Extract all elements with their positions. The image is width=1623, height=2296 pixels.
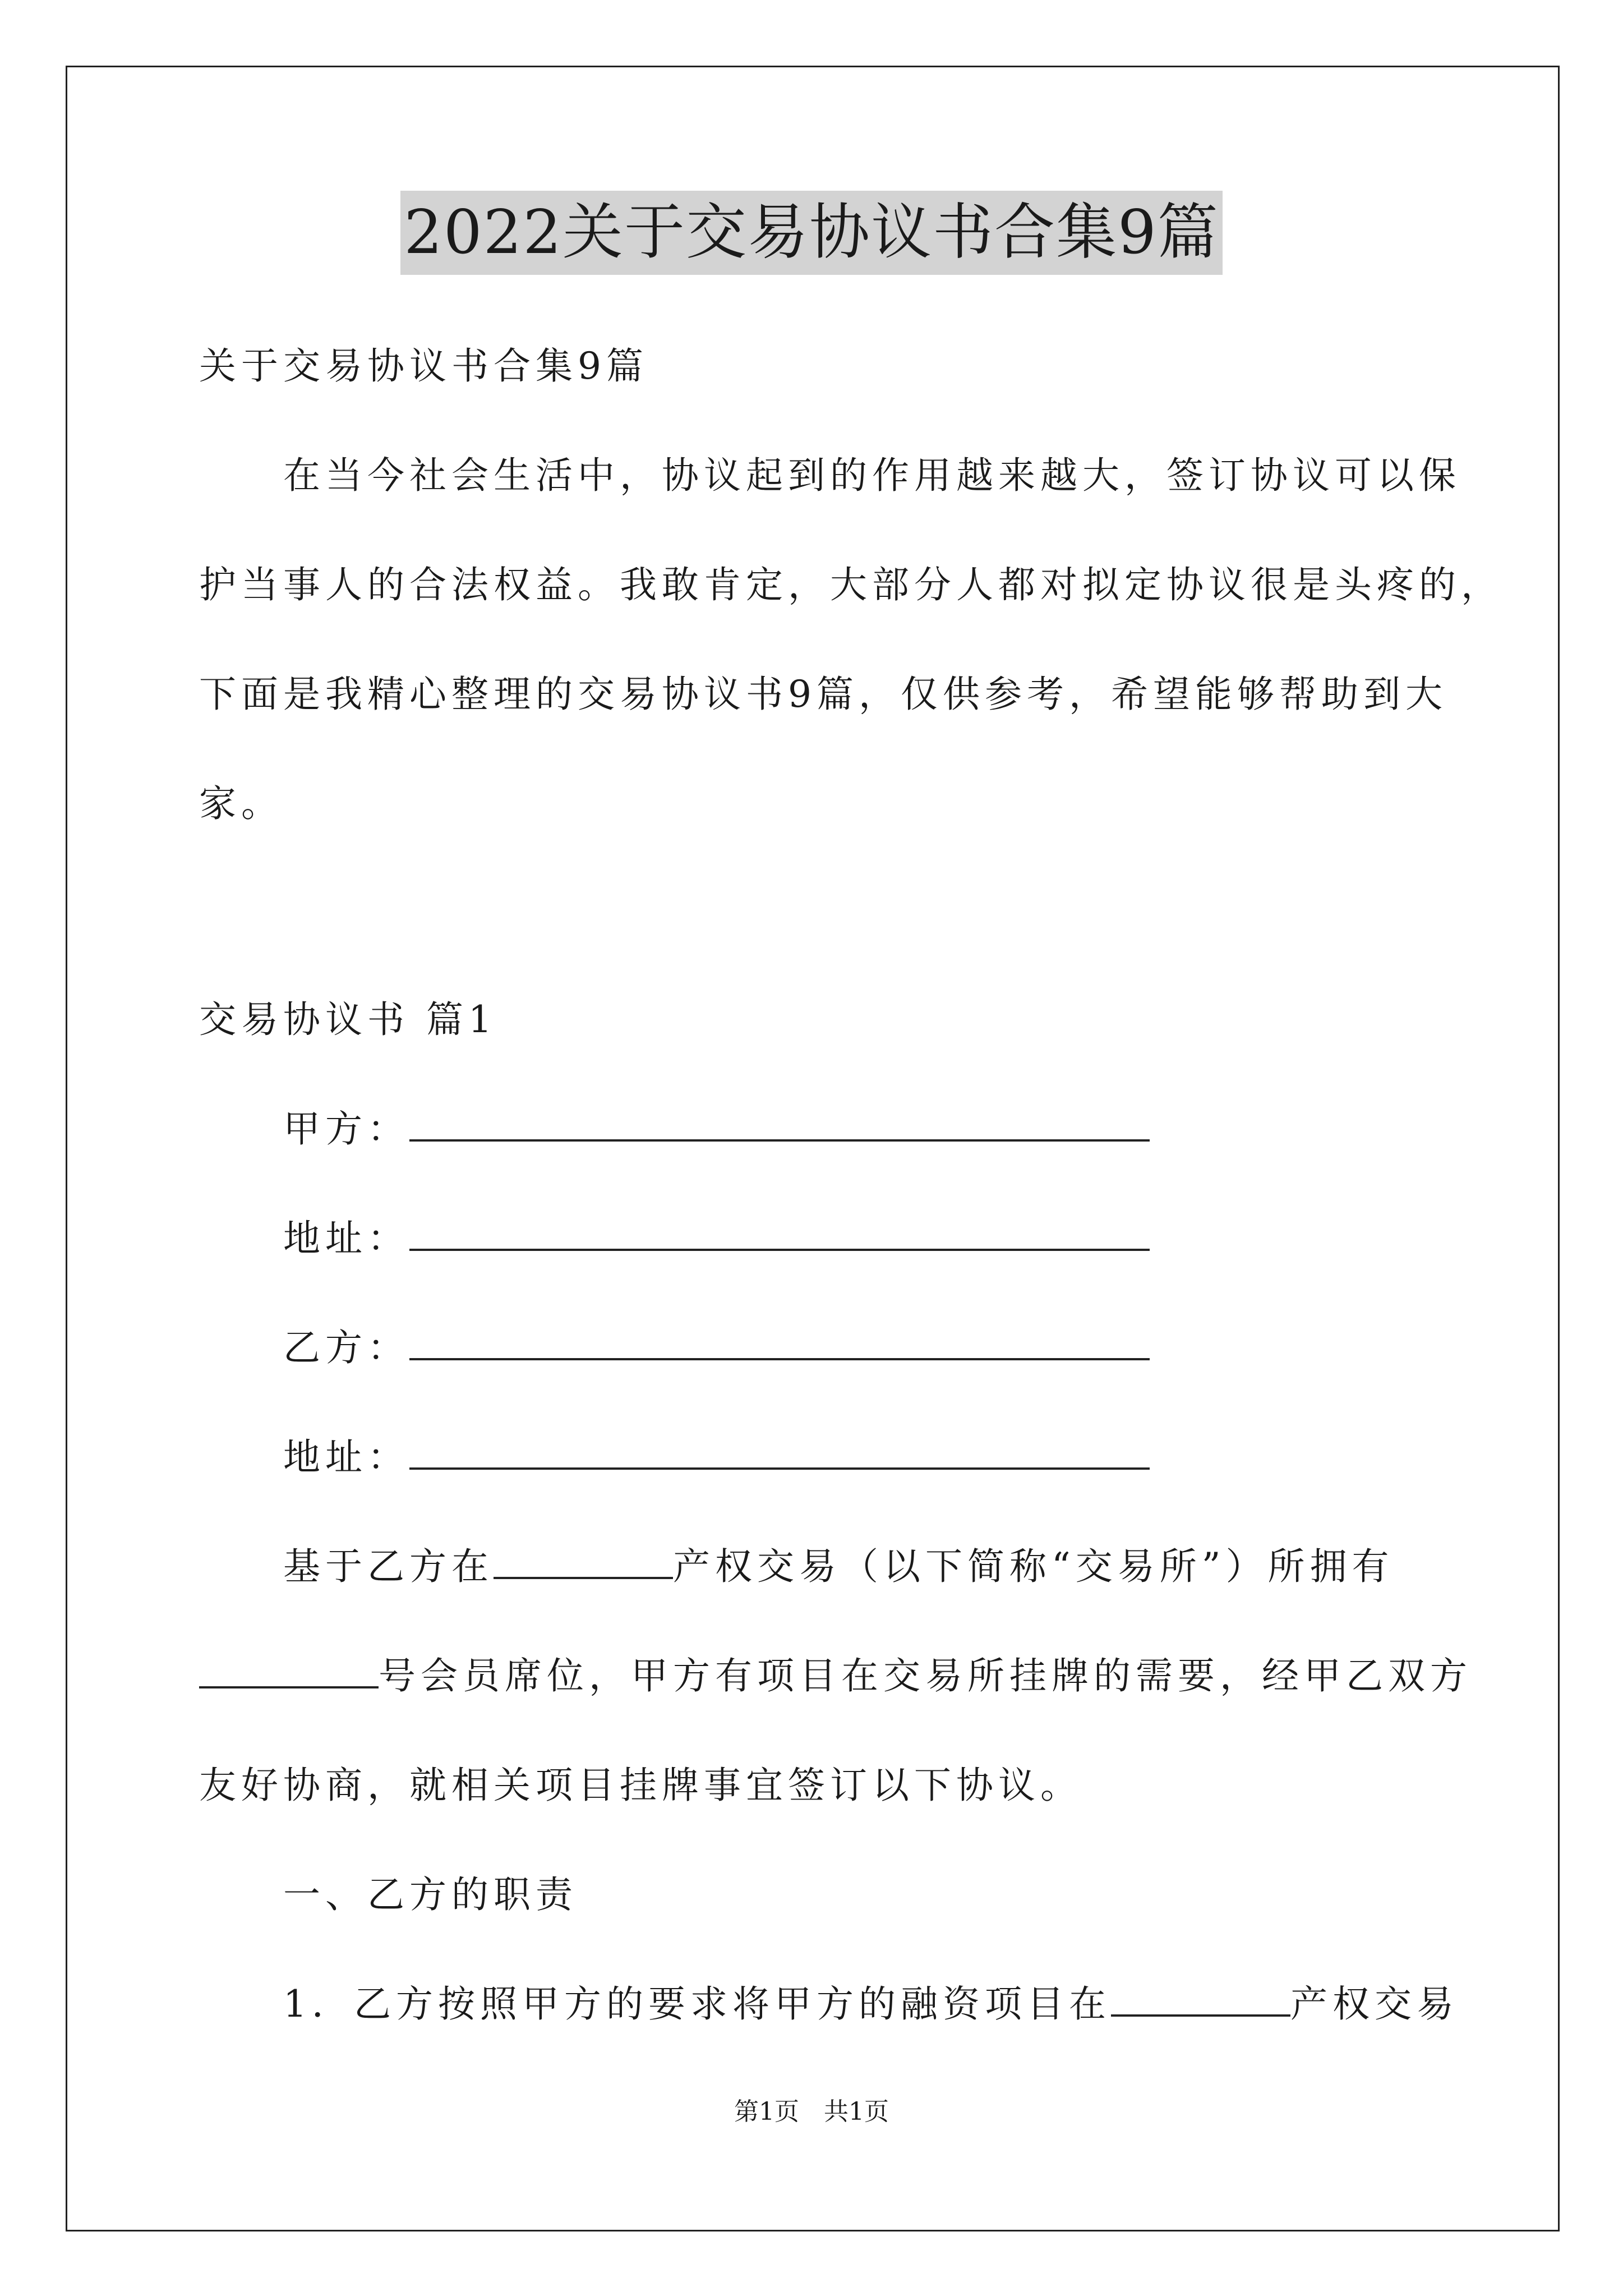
address-a-label: 地址： — [283, 1217, 409, 1260]
address-a-blank — [409, 1212, 1150, 1251]
address-b-row — [199, 1402, 1430, 1512]
item1-blank — [1111, 1977, 1290, 2017]
paragraph-1-line-3: 友好协商，就相关项目挂牌事宜签订以下协议。 — [199, 1764, 1082, 1807]
party-b-label: 乙方： — [283, 1326, 409, 1369]
document-title: 2022关于交易协议书合集9篇 — [400, 191, 1223, 275]
party-a-label: 甲方： — [283, 1107, 409, 1151]
item1-text-a: 1．乙方按照甲方的要求将甲方的融资项目在 — [283, 1982, 1111, 2026]
party-a-blank — [409, 1102, 1150, 1142]
para1-text-b: 产权交易（以下简称“交易所”）所拥有 — [673, 1545, 1394, 1588]
intro-line-1: 在当今社会生活中，协议起到的作用越来越大，签订协议可以保 — [283, 454, 1461, 497]
section-gap — [199, 858, 1430, 965]
subtitle: 关于交易协议书合集9篇 — [199, 344, 648, 388]
party-a-row — [199, 1074, 1430, 1184]
item-1-line — [199, 1949, 1459, 2059]
seat-number-blank — [199, 1649, 379, 1688]
document-title-wrapper — [0, 191, 1623, 275]
paragraph-1-line-2 — [199, 1621, 1472, 1731]
section-one-heading: 一、乙方的职责 — [283, 1873, 578, 1916]
para1-text-c: 号会员席位，甲方有项目在交易所挂牌的需要，经甲乙双方 — [379, 1654, 1472, 1697]
item1-text-b: 产权交易 — [1290, 1982, 1459, 2026]
paragraph-1-line-1 — [199, 1512, 1430, 1621]
party-b-blank — [409, 1321, 1150, 1360]
page-footer — [0, 2095, 1623, 2129]
exchange-name-blank — [494, 1540, 673, 1579]
address-b-label: 地址： — [283, 1435, 409, 1479]
party-b-row — [199, 1293, 1430, 1402]
intro-line-3: 下面是我精心整理的交易协议书9篇，仅供参考，希望能够帮助到大 — [199, 673, 1447, 716]
address-b-blank — [409, 1430, 1150, 1470]
intro-line-4: 家。 — [199, 782, 283, 825]
document-body — [199, 311, 1503, 2059]
page-number: 第1页 共1页 — [734, 2097, 889, 2126]
para1-text-a: 基于乙方在 — [283, 1545, 494, 1588]
section-heading: 交易协议书 篇1 — [199, 998, 497, 1041]
address-a-row — [199, 1184, 1430, 1293]
intro-line-2: 护当事人的合法权益。我敢肯定，大部分人都对拟定协议很是头疼的， — [199, 563, 1503, 606]
